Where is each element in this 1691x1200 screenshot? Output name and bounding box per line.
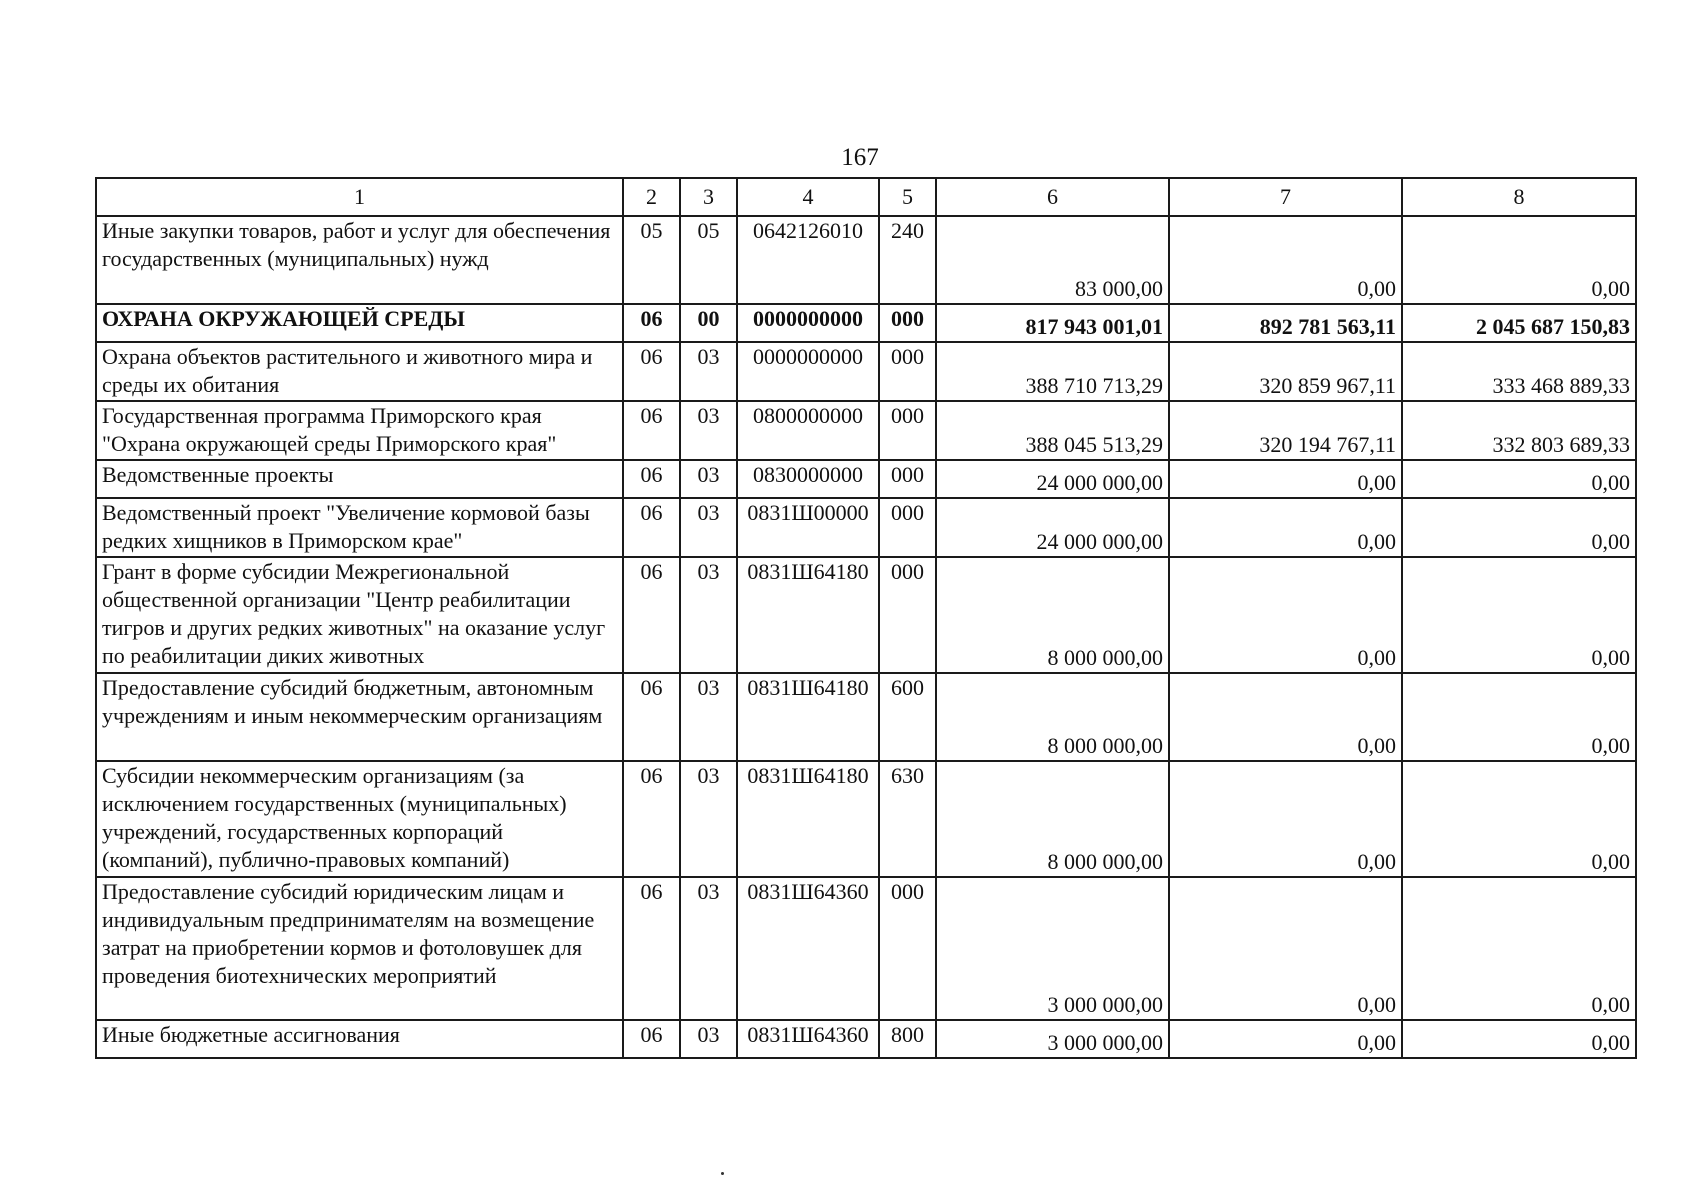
subsection-code: 03 (680, 401, 737, 460)
target-item-code: 0831Ш64360 (737, 1020, 879, 1058)
subsection-code: 03 (680, 673, 737, 761)
table-row (96, 673, 1636, 761)
subsection-code: 03 (680, 1020, 737, 1058)
section-code: 06 (623, 401, 680, 460)
amount-col6: 817 943 001,01 (936, 304, 1169, 342)
subsection-code: 03 (680, 877, 737, 1020)
section-code: 06 (623, 460, 680, 498)
row-name: Иные закупки товаров, работ и услуг для обеспечения государственных (муниципальных) нужд (96, 216, 623, 304)
row-name: Охрана объектов растительного и животного мира и среды их обитания (96, 342, 623, 401)
section-code: 06 (623, 761, 680, 877)
amount-col7: 0,00 (1169, 761, 1402, 877)
amount-col7: 0,00 (1169, 498, 1402, 557)
column-header: 8 (1402, 178, 1636, 216)
section-code: 06 (623, 673, 680, 761)
target-item-code: 0642126010 (737, 216, 879, 304)
table-row (96, 401, 1636, 460)
amount-col8: 332 803 689,33 (1402, 401, 1636, 460)
table-row-section-total (96, 304, 1636, 342)
column-header: 3 (680, 178, 737, 216)
expense-type-code: 000 (879, 304, 936, 342)
target-item-code: 0000000000 (737, 342, 879, 401)
table-row (96, 761, 1636, 877)
page-number: 167 (841, 144, 879, 171)
expense-type-code: 000 (879, 342, 936, 401)
amount-col6: 3 000 000,00 (936, 877, 1169, 1020)
scan-speck (721, 1172, 724, 1175)
table-row (96, 877, 1636, 1020)
column-header: 5 (879, 178, 936, 216)
section-code: 06 (623, 877, 680, 1020)
target-item-code: 0831Ш00000 (737, 498, 879, 557)
table-header-row (96, 178, 1636, 216)
amount-col6: 24 000 000,00 (936, 460, 1169, 498)
amount-col7: 0,00 (1169, 460, 1402, 498)
column-header: 2 (623, 178, 680, 216)
amount-col7: 0,00 (1169, 1020, 1402, 1058)
amount-col6: 24 000 000,00 (936, 498, 1169, 557)
expense-type-code: 800 (879, 1020, 936, 1058)
amount-col7: 0,00 (1169, 673, 1402, 761)
column-header: 4 (737, 178, 879, 216)
amount-col8: 333 468 889,33 (1402, 342, 1636, 401)
row-name: Государственная программа Приморского края "Охрана окружающей среды Приморского края" (96, 401, 623, 460)
row-name: Ведомственный проект "Увеличение кормовой базы редких хищников в Приморском крае" (96, 498, 623, 557)
subsection-code: 03 (680, 761, 737, 877)
target-item-code: 0000000000 (737, 304, 879, 342)
table-row (96, 216, 1636, 304)
amount-col6: 3 000 000,00 (936, 1020, 1169, 1058)
expense-type-code: 000 (879, 460, 936, 498)
amount-col7: 320 859 967,11 (1169, 342, 1402, 401)
subsection-code: 05 (680, 216, 737, 304)
amount-col7: 320 194 767,11 (1169, 401, 1402, 460)
subsection-code: 03 (680, 557, 737, 673)
row-name: Грант в форме субсидии Межрегиональной общественной организации "Центр реабилитации тигров и других редких животных" на оказание услуг по реабилитации диких животных (96, 557, 623, 673)
section-code: 06 (623, 557, 680, 673)
amount-col6: 83 000,00 (936, 216, 1169, 304)
amount-col8: 0,00 (1402, 557, 1636, 673)
target-item-code: 0830000000 (737, 460, 879, 498)
amount-col6: 388 710 713,29 (936, 342, 1169, 401)
section-code: 06 (623, 498, 680, 557)
table-row (96, 557, 1636, 673)
amount-col8: 2 045 687 150,83 (1402, 304, 1636, 342)
section-code: 06 (623, 1020, 680, 1058)
amount-col6: 8 000 000,00 (936, 557, 1169, 673)
table-row (96, 460, 1636, 498)
table-row (96, 342, 1636, 401)
table-row (96, 498, 1636, 557)
row-name: ОХРАНА ОКРУЖАЮЩЕЙ СРЕДЫ (96, 304, 623, 342)
expense-type-code: 000 (879, 877, 936, 1020)
section-code: 06 (623, 342, 680, 401)
subsection-code: 00 (680, 304, 737, 342)
expense-type-code: 240 (879, 216, 936, 304)
section-code: 05 (623, 216, 680, 304)
subsection-code: 03 (680, 460, 737, 498)
expense-type-code: 000 (879, 498, 936, 557)
amount-col8: 0,00 (1402, 761, 1636, 877)
expense-type-code: 600 (879, 673, 936, 761)
amount-col7: 0,00 (1169, 557, 1402, 673)
amount-col7: 892 781 563,11 (1169, 304, 1402, 342)
amount-col8: 0,00 (1402, 216, 1636, 304)
column-header: 6 (936, 178, 1169, 216)
budget-table (95, 177, 1637, 1059)
subsection-code: 03 (680, 498, 737, 557)
column-header: 1 (96, 178, 623, 216)
expense-type-code: 000 (879, 557, 936, 673)
amount-col8: 0,00 (1402, 673, 1636, 761)
expense-type-code: 630 (879, 761, 936, 877)
target-item-code: 0831Ш64180 (737, 673, 879, 761)
amount-col8: 0,00 (1402, 1020, 1636, 1058)
target-item-code: 0831Ш64180 (737, 557, 879, 673)
target-item-code: 0800000000 (737, 401, 879, 460)
amount-col8: 0,00 (1402, 460, 1636, 498)
amount-col7: 0,00 (1169, 216, 1402, 304)
row-name: Ведомственные проекты (96, 460, 623, 498)
amount-col8: 0,00 (1402, 877, 1636, 1020)
target-item-code: 0831Ш64180 (737, 761, 879, 877)
expense-type-code: 000 (879, 401, 936, 460)
target-item-code: 0831Ш64360 (737, 877, 879, 1020)
amount-col6: 388 045 513,29 (936, 401, 1169, 460)
amount-col6: 8 000 000,00 (936, 761, 1169, 877)
row-name: Предоставление субсидий бюджетным, автономным учреждениям и иным некоммерческим организациям (96, 673, 623, 761)
row-name: Субсидии некоммерческим организациям (за исключением государственных (муниципальных) учреждений, государственных корпораций (компаний), публично-правовых компаний) (96, 761, 623, 877)
amount-col8: 0,00 (1402, 498, 1636, 557)
amount-col7: 0,00 (1169, 877, 1402, 1020)
table-row (96, 1020, 1636, 1058)
column-header: 7 (1169, 178, 1402, 216)
amount-col6: 8 000 000,00 (936, 673, 1169, 761)
row-name: Предоставление субсидий юридическим лицам и индивидуальным предпринимателям на возмещение затрат на приобретении кормов и фотоловушек для проведения биотехнических мероприятий (96, 877, 623, 1020)
row-name: Иные бюджетные ассигнования (96, 1020, 623, 1058)
section-code: 06 (623, 304, 680, 342)
subsection-code: 03 (680, 342, 737, 401)
